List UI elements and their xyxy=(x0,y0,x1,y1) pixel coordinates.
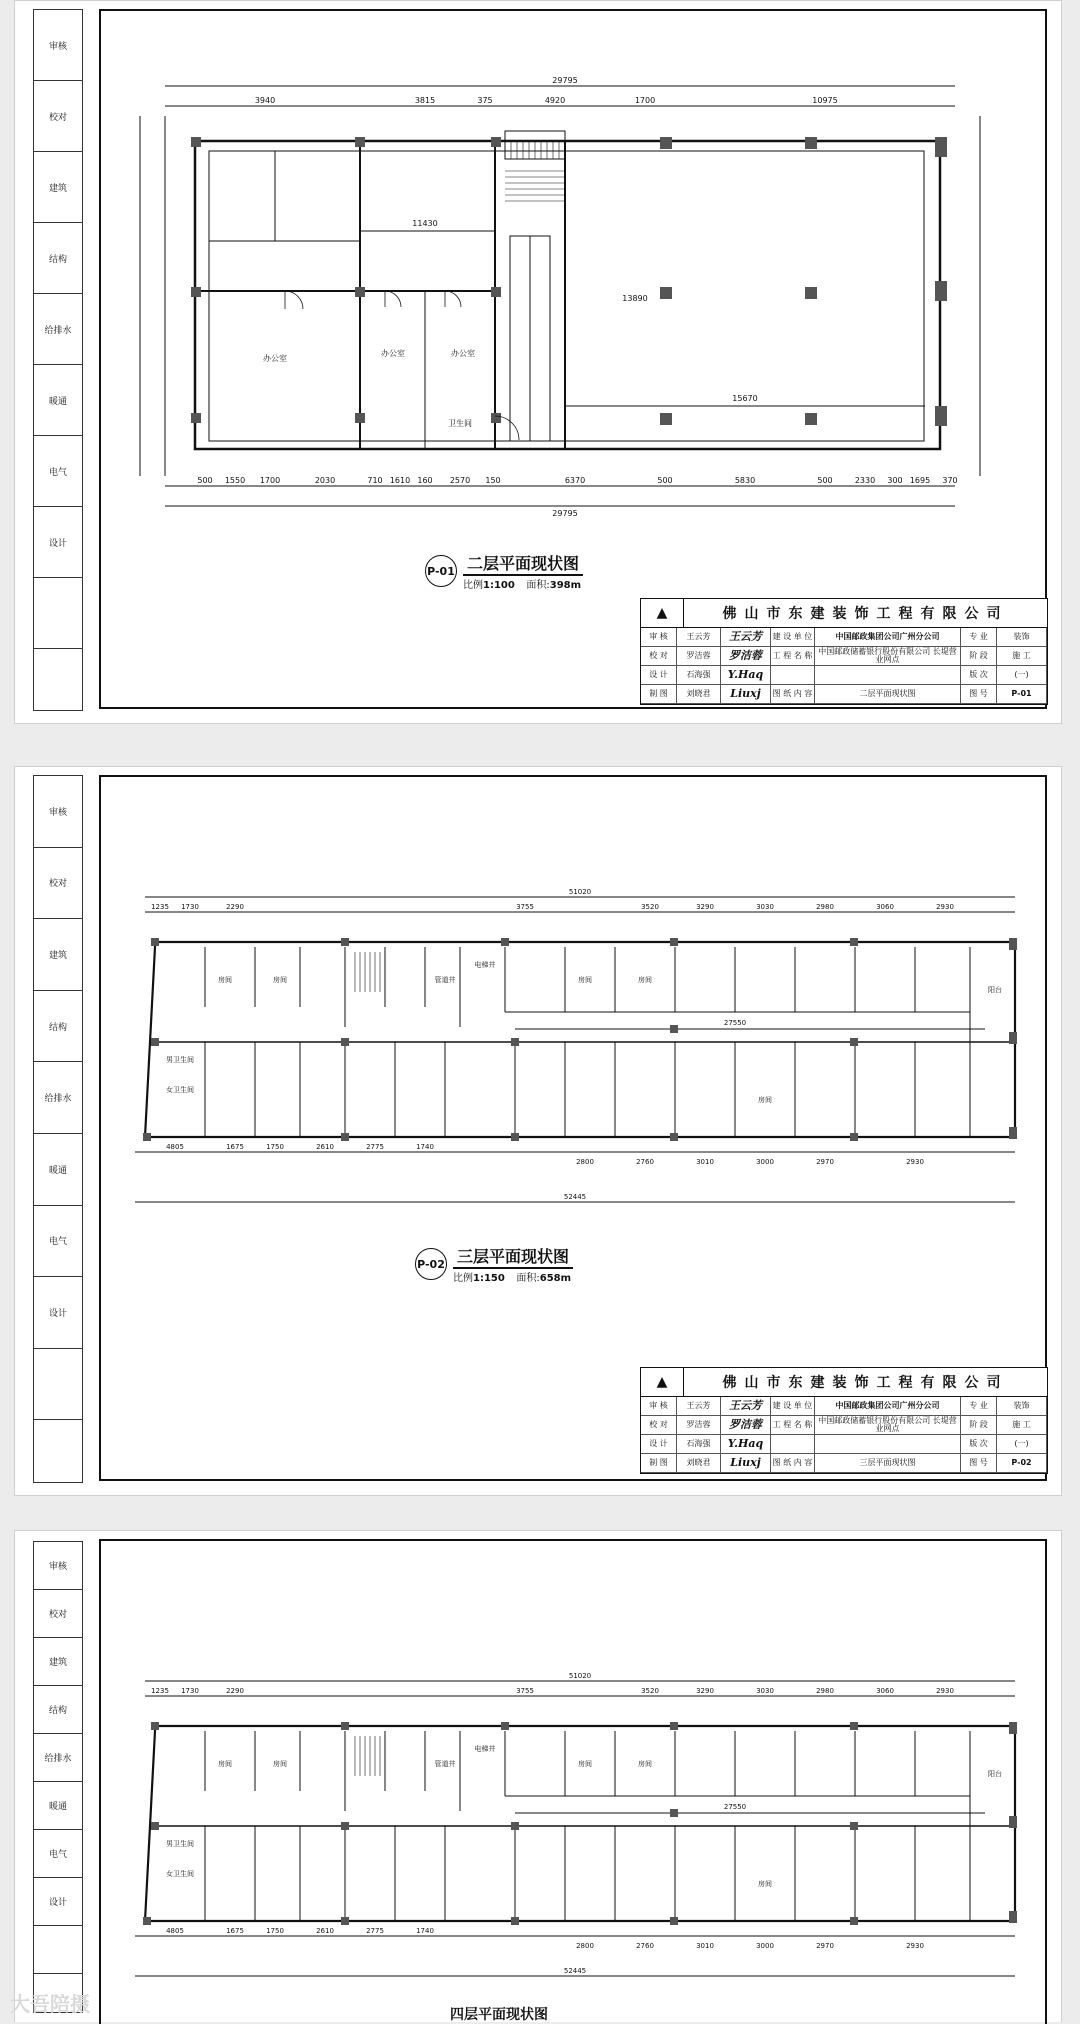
dimension-label: 2800 xyxy=(576,1942,594,1950)
room-label: 办公室 xyxy=(451,349,475,358)
drawing-title-label xyxy=(425,551,583,591)
dimension-label: 2570 xyxy=(449,476,471,485)
dimension-label: 52445 xyxy=(563,1967,587,1975)
dimension-label: 500 xyxy=(817,476,833,485)
dimension-label: 3290 xyxy=(696,903,714,911)
margin-label: 暖通 xyxy=(34,365,82,436)
room-label: 电梯井 xyxy=(474,1745,496,1753)
dimension-label: 4920 xyxy=(544,96,566,105)
room-label: 房间 xyxy=(758,1096,772,1104)
margin-label: 结构 xyxy=(34,223,82,294)
margin-label: 给排水 xyxy=(34,1062,82,1134)
margin-label: 暖通 xyxy=(34,1134,82,1206)
dimension-label: 6370 xyxy=(564,476,586,485)
dimension-label: 710 xyxy=(367,476,383,485)
dimension-label: 1235 xyxy=(151,1687,169,1695)
room-label: 房间 xyxy=(273,1760,287,1768)
title-block xyxy=(640,598,1048,705)
drawing-title-partial: 四层平面现状图 xyxy=(450,2007,548,2023)
room-label: 房间 xyxy=(218,976,232,984)
drawing-sheet-2 xyxy=(14,766,1062,1496)
margin-label: 设计 xyxy=(34,507,82,578)
dimension-label: 2290 xyxy=(226,903,244,911)
dimension-label: 51020 xyxy=(568,1672,592,1680)
drawing-number: P-01 xyxy=(997,685,1047,704)
floor-plan-svg xyxy=(115,887,1035,1217)
drawing-title: 二层平面现状图 xyxy=(463,551,583,576)
dimension-label: 2800 xyxy=(576,1158,594,1166)
title-block-grid: 审 核 王云芳 王云芳 建 设 单 位 中国邮政集团公司广州分公司 专 业 装饰 校 对 罗洁蓉 罗洁蓉 工 程 名 称 中国邮政储蓄银行股份有限公司 长堤营业网点 阶 段 施 工 设 计 石海强 Y.Haq 版 次 (一) 制 图 刘晓君 Liuxj 图 纸 内 容 二层平面现状图 图 号 P-01 xyxy=(641,628,1047,704)
dimension-label: 3030 xyxy=(756,1687,774,1695)
room-label: 房间 xyxy=(578,1760,592,1768)
dimension-label: 27550 xyxy=(723,1803,747,1811)
dimension-label: 2775 xyxy=(366,1927,384,1935)
room-label: 房间 xyxy=(638,976,652,984)
dimension-label: 1550 xyxy=(224,476,246,485)
dimension-label: 1695 xyxy=(909,476,931,485)
company-logo-icon: ▲ xyxy=(641,599,684,627)
drawing-number: P-02 xyxy=(997,1454,1047,1473)
dimension-label: 3060 xyxy=(876,903,894,911)
dimension-label: 500 xyxy=(197,476,213,485)
margin-label: 结构 xyxy=(34,1686,82,1734)
dimension-label: 4805 xyxy=(166,1927,184,1935)
dimension-label: 3940 xyxy=(254,96,276,105)
dimension-label: 1730 xyxy=(181,903,199,911)
floor-plan-svg xyxy=(115,1671,1035,1991)
dimension-label: 5830 xyxy=(734,476,756,485)
drawing-sheet-3 xyxy=(14,1530,1062,2022)
dimension-label: 2330 xyxy=(854,476,876,485)
dimension-label: 2775 xyxy=(366,1143,384,1151)
dimension-label: 1740 xyxy=(416,1927,434,1935)
dimension-label: 29795 xyxy=(552,509,578,516)
dimension-label: 300 xyxy=(887,476,903,485)
margin-label: 建筑 xyxy=(34,152,82,223)
margin-label: 结构 xyxy=(34,991,82,1063)
dimension-label: 4805 xyxy=(166,1143,184,1151)
dimension-label: 2970 xyxy=(816,1158,834,1166)
dimension-label: 29795 xyxy=(552,76,578,85)
margin-label: 建筑 xyxy=(34,919,82,991)
room-label: 女卫生间 xyxy=(166,1086,194,1094)
dimension-label: 2030 xyxy=(314,476,336,485)
margin-label: 给排水 xyxy=(34,1734,82,1782)
dimension-label: 3815 xyxy=(414,96,436,105)
margin-strip xyxy=(33,9,83,711)
margin-label: 电气 xyxy=(34,436,82,507)
dimension-label: 2930 xyxy=(906,1158,924,1166)
dimension-label: 3030 xyxy=(756,903,774,911)
dimension-label: 2290 xyxy=(226,1687,244,1695)
dimension-label: 2970 xyxy=(816,1942,834,1950)
dimension-label: 51020 xyxy=(568,888,592,896)
dimension-label: 3755 xyxy=(516,1687,534,1695)
dimension-label: 2930 xyxy=(936,1687,954,1695)
drawing-content: 二层平面现状图 xyxy=(815,685,961,704)
floor-plan-2f xyxy=(125,76,1005,516)
margin-label: 校对 xyxy=(34,1590,82,1638)
dimension-label: 1610 xyxy=(389,476,411,485)
drawing-code-badge: P-01 xyxy=(425,555,457,587)
company-name: 佛山市东建装饰工程有限公司 xyxy=(722,1375,1009,1391)
dimension-label: 2610 xyxy=(316,1143,334,1151)
dimension-label: 2930 xyxy=(906,1942,924,1950)
company-name: 佛山市东建装饰工程有限公司 xyxy=(722,606,1009,622)
room-label: 房间 xyxy=(273,976,287,984)
dimension-label: 3520 xyxy=(641,903,659,911)
dimension-label: 3520 xyxy=(641,1687,659,1695)
title-block-grid: 审 核 王云芳 王云芳 建 设 单 位 中国邮政集团公司广州分公司 专 业 装饰 校 对 罗洁蓉 罗洁蓉 工 程 名 称 中国邮政储蓄银行股份有限公司 长堤营业网点 阶 段 施 工 设 计 石海强 Y.Haq 版 次 (一) 制 图 刘晓君 Liuxj 图 纸 内 容 三层平面现状图 图 号 P-02 xyxy=(641,1397,1047,1473)
dimension-label: 2610 xyxy=(316,1927,334,1935)
room-label: 卫生间 xyxy=(448,419,472,428)
margin-label: 审核 xyxy=(34,1542,82,1590)
margin-label: 校对 xyxy=(34,81,82,152)
margin-label: 校对 xyxy=(34,848,82,920)
dimension-label: 1700 xyxy=(634,96,656,105)
floor-plan-svg xyxy=(125,76,1005,516)
dimension-label: 150 xyxy=(485,476,501,485)
watermark: 大吾陪摄 xyxy=(10,1992,90,2016)
dimension-label: 1740 xyxy=(416,1143,434,1151)
dimension-label: 52445 xyxy=(563,1193,587,1201)
dimension-label: 2930 xyxy=(936,903,954,911)
drawing-content: 三层平面现状图 xyxy=(815,1454,961,1473)
dimension-label: 3000 xyxy=(756,1942,774,1950)
dimension-label: 3290 xyxy=(696,1687,714,1695)
dimension-label: 1675 xyxy=(226,1927,244,1935)
room-label: 办公室 xyxy=(263,354,287,363)
dimension-label: 2980 xyxy=(816,903,834,911)
margin-strip xyxy=(33,1541,83,2013)
margin-strip xyxy=(33,775,83,1483)
room-label: 女卫生间 xyxy=(166,1870,194,1878)
dimension-label: 1750 xyxy=(266,1143,284,1151)
margin-label: 设计 xyxy=(34,1878,82,1926)
dimension-label: 13890 xyxy=(622,294,648,303)
room-label: 管道井 xyxy=(434,976,456,984)
margin-label: 审核 xyxy=(34,10,82,81)
dimension-label: 500 xyxy=(657,476,673,485)
room-label: 男卫生间 xyxy=(166,1056,194,1064)
margin-label: 电气 xyxy=(34,1206,82,1278)
room-label: 男卫生间 xyxy=(166,1840,194,1848)
margin-label: 暖通 xyxy=(34,1782,82,1830)
dimension-label: 15670 xyxy=(732,394,758,403)
drawing-title-label xyxy=(415,1244,573,1284)
dimension-label: 1675 xyxy=(226,1143,244,1151)
margin-label: 给排水 xyxy=(34,294,82,365)
margin-label: 建筑 xyxy=(34,1638,82,1686)
drawing-sheet-1 xyxy=(14,0,1062,724)
drawing-scale-area: 比例1:100 面积:398m xyxy=(463,580,582,591)
dimension-label: 160 xyxy=(417,476,433,485)
dimension-label: 1750 xyxy=(266,1927,284,1935)
room-label: 房间 xyxy=(638,1760,652,1768)
room-label: 房间 xyxy=(758,1880,772,1888)
floor-plan-4f xyxy=(115,1671,1035,1991)
dimension-label: 11430 xyxy=(412,219,438,228)
room-label: 阳台 xyxy=(988,1770,1002,1778)
dimension-label: 2980 xyxy=(816,1687,834,1695)
drawing-code-badge: P-02 xyxy=(415,1248,447,1280)
margin-label: 电气 xyxy=(34,1830,82,1878)
dimension-label: 3010 xyxy=(696,1158,714,1166)
dimension-label: 370 xyxy=(942,476,958,485)
margin-label: 审核 xyxy=(34,776,82,848)
margin-label: 设计 xyxy=(34,1277,82,1349)
dimension-label: 27550 xyxy=(723,1019,747,1027)
drawing-title: 三层平面现状图 xyxy=(453,1244,573,1269)
dimension-label: 3000 xyxy=(756,1158,774,1166)
dimension-label: 1700 xyxy=(259,476,281,485)
floor-plan-3f xyxy=(115,887,1035,1217)
dimension-label: 2760 xyxy=(636,1942,654,1950)
dimension-label: 3010 xyxy=(696,1942,714,1950)
room-label: 电梯井 xyxy=(474,961,496,969)
dimension-label: 10975 xyxy=(812,96,838,105)
room-label: 房间 xyxy=(578,976,592,984)
dimension-label: 3060 xyxy=(876,1687,894,1695)
dimension-label: 375 xyxy=(477,96,493,105)
dimension-label: 1730 xyxy=(181,1687,199,1695)
company-logo-icon: ▲ xyxy=(641,1368,684,1396)
dimension-label: 1235 xyxy=(151,903,169,911)
room-label: 管道井 xyxy=(434,1760,456,1768)
dimension-label: 3755 xyxy=(516,903,534,911)
room-label: 办公室 xyxy=(381,349,405,358)
drawing-scale-area: 比例1:150 面积:658m xyxy=(453,1273,572,1284)
room-label: 房间 xyxy=(218,1760,232,1768)
title-block xyxy=(640,1367,1048,1474)
dimension-label: 2760 xyxy=(636,1158,654,1166)
room-label: 阳台 xyxy=(988,986,1002,994)
